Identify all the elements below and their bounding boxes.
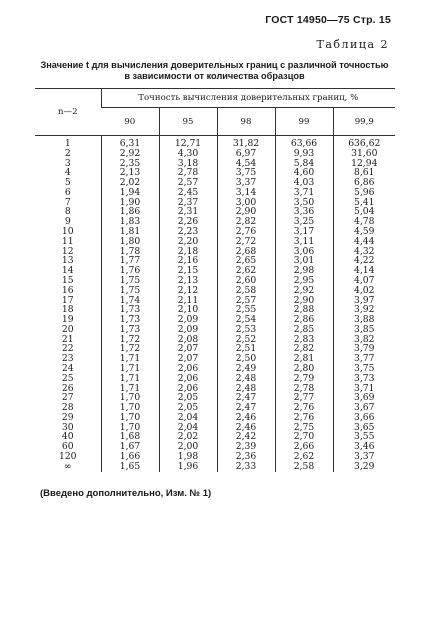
value-cell: 2,54	[217, 315, 275, 325]
row-n-cell: 19	[61, 315, 74, 325]
value-cell: 1,70	[101, 413, 159, 423]
value-cell: 2,58	[217, 286, 275, 296]
value-cell: 4,22	[333, 256, 395, 266]
table-row	[35, 325, 395, 335]
value-cell: 31,60	[333, 149, 395, 159]
table-row	[35, 159, 395, 169]
value-cell: 2,31	[159, 207, 217, 217]
value-cell: 2,47	[217, 403, 275, 413]
value-cell: 3,71	[275, 188, 333, 198]
value-cell: 2,95	[275, 276, 333, 286]
row-n-cell: 28	[61, 403, 74, 413]
value-cell: 2,09	[159, 325, 217, 335]
value-cell: 2,07	[159, 354, 217, 364]
value-cell: 2,92	[101, 149, 159, 159]
value-cell: 2,90	[217, 207, 275, 217]
value-cell: 1,80	[101, 237, 159, 247]
row-n-cell: 24	[61, 363, 74, 374]
value-cell: 3,00	[217, 198, 275, 208]
row-n-cell: 17	[61, 295, 74, 306]
value-cell: 1,76	[101, 266, 159, 276]
row-n-cell: 21	[61, 334, 74, 345]
value-cell: 5,04	[333, 207, 395, 217]
value-cell: 2,08	[159, 335, 217, 345]
row-n-cell: 15	[61, 275, 74, 286]
value-cell: 2,62	[275, 452, 333, 462]
value-cell: 2,70	[275, 432, 333, 442]
value-cell: 2,80	[275, 364, 333, 374]
value-cell: 3,11	[275, 237, 333, 247]
row-n-cell: 13	[61, 256, 74, 267]
value-cell: 1,71	[101, 384, 159, 394]
value-cell: 1,73	[101, 325, 159, 335]
value-cell: 2,15	[159, 266, 217, 276]
value-cell: 1,74	[101, 296, 159, 306]
value-cell: 1,73	[101, 315, 159, 325]
value-cell: 2,18	[159, 247, 217, 257]
value-cell: 2,72	[217, 237, 275, 247]
row-n-cell: 27	[61, 393, 74, 404]
value-cell: 3,25	[275, 217, 333, 227]
value-cell: 2,78	[275, 384, 333, 394]
value-cell: 3,71	[333, 384, 395, 394]
row-n-cell: 23	[61, 354, 74, 364]
value-cell: 2,82	[275, 344, 333, 354]
value-cell: 3,01	[275, 256, 333, 266]
value-cell: 3,55	[333, 432, 395, 442]
row-n-cell: 10	[61, 227, 74, 237]
row-n-cell: 25	[61, 373, 74, 384]
value-cell: 2,53	[217, 325, 275, 335]
table-row	[35, 413, 395, 423]
value-cell: 2,57	[217, 296, 275, 306]
value-cell: 1,71	[101, 364, 159, 374]
value-cell: 12,71	[159, 136, 217, 149]
row-n-cell: 22	[61, 344, 74, 355]
value-cell: 2,37	[159, 198, 217, 208]
value-cell: 3,17	[275, 227, 333, 237]
row-n-cell: 1	[64, 138, 71, 149]
t-value-table	[35, 88, 395, 472]
value-cell: 4,14	[333, 266, 395, 276]
value-cell: 3,73	[333, 374, 395, 384]
value-cell: 2,98	[275, 266, 333, 276]
value-cell: 2,88	[275, 305, 333, 315]
table-row	[35, 178, 395, 188]
value-cell: 3,14	[217, 188, 275, 198]
value-cell: 1,94	[101, 188, 159, 198]
value-cell: 4,78	[333, 217, 395, 227]
row-n-cell: 60	[61, 442, 74, 452]
value-cell: 2,06	[159, 364, 217, 374]
table-row	[35, 403, 395, 413]
value-cell: 8,61	[333, 168, 395, 178]
value-cell: 2,79	[275, 374, 333, 384]
value-cell: 1,70	[101, 393, 159, 403]
value-cell: 2,48	[217, 384, 275, 394]
table-row	[35, 296, 395, 306]
value-cell: 1,77	[101, 256, 159, 266]
column-header: 99	[275, 108, 333, 136]
row-n-cell: 14	[61, 266, 74, 276]
value-cell: 3,88	[333, 315, 395, 325]
row-n-cell: 30	[61, 422, 74, 433]
value-cell: 31,82	[217, 136, 275, 149]
value-cell: 2,06	[159, 384, 217, 394]
value-cell: 2,07	[159, 344, 217, 354]
value-cell: 2,35	[101, 159, 159, 169]
value-cell: 2,33	[217, 462, 275, 472]
accuracy-group-header: Точность вычисления доверительных границ, %	[101, 89, 395, 108]
value-cell: 2,65	[217, 256, 275, 266]
value-cell: 12,94	[333, 159, 395, 169]
value-cell: 1,96	[159, 462, 217, 472]
value-cell: 6,31	[101, 136, 159, 149]
page-header: ГОСТ 14950—75 Стр. 15	[265, 14, 391, 26]
value-cell: 1,90	[101, 198, 159, 208]
table-row	[35, 188, 395, 198]
value-cell: 3,85	[333, 325, 395, 335]
value-cell: 4,03	[275, 178, 333, 188]
value-cell: 2,66	[275, 442, 333, 452]
row-n-cell: 18	[61, 305, 74, 316]
value-cell: 2,36	[217, 452, 275, 462]
row-n-cell: 4	[64, 168, 71, 179]
value-cell: 2,23	[159, 227, 217, 237]
value-cell: 2,92	[275, 286, 333, 296]
value-cell: 1,70	[101, 403, 159, 413]
column-header: 90	[101, 108, 159, 136]
value-cell: 2,81	[275, 354, 333, 364]
value-cell: 1,68	[101, 432, 159, 442]
table-row	[35, 315, 395, 325]
value-cell: 1,72	[101, 344, 159, 354]
value-cell: 3,75	[217, 168, 275, 178]
row-n-cell: 7	[64, 197, 71, 208]
row-n-cell: 2	[64, 148, 71, 159]
table-row	[35, 237, 395, 247]
value-cell: 3,36	[275, 207, 333, 217]
table-row	[35, 276, 395, 286]
value-cell: 2,02	[101, 178, 159, 188]
value-cell: 1,75	[101, 276, 159, 286]
table-row	[35, 432, 395, 442]
column-header: 98	[217, 108, 275, 136]
value-cell: 1,65	[101, 462, 159, 472]
column-header: 99,9	[333, 108, 395, 136]
value-cell: 2,50	[217, 354, 275, 364]
value-cell: 2,16	[159, 256, 217, 266]
value-cell: 4,30	[159, 149, 217, 159]
value-cell: 2,76	[275, 413, 333, 423]
table-row	[35, 168, 395, 178]
column-header: 95	[159, 108, 217, 136]
value-cell: 6,86	[333, 178, 395, 188]
value-cell: 2,57	[159, 178, 217, 188]
value-cell: 2,51	[217, 344, 275, 354]
table-row	[35, 217, 395, 227]
table-label: Таблица 2	[316, 38, 389, 51]
table-row	[35, 286, 395, 296]
row-n-cell: 40	[61, 432, 74, 443]
table-row	[35, 354, 395, 364]
table-row	[35, 393, 395, 403]
value-cell: 3,75	[333, 364, 395, 374]
table-row	[35, 247, 395, 257]
value-cell: 1,98	[159, 452, 217, 462]
table-row	[35, 462, 395, 472]
value-cell: 3,79	[333, 344, 395, 354]
value-cell: 4,44	[333, 237, 395, 247]
value-cell: 2,05	[159, 393, 217, 403]
table-caption	[36, 60, 393, 82]
value-cell: 2,85	[275, 325, 333, 335]
table-row	[35, 198, 395, 208]
value-cell: 2,78	[159, 168, 217, 178]
value-cell: 2,04	[159, 413, 217, 423]
value-cell: 4,07	[333, 276, 395, 286]
value-cell: 2,47	[217, 393, 275, 403]
value-cell: 2,42	[217, 432, 275, 442]
value-cell: 3,37	[333, 452, 395, 462]
value-cell: 2,48	[217, 374, 275, 384]
row-n-cell: 5	[64, 178, 71, 188]
value-cell: 4,59	[333, 227, 395, 237]
value-cell: 2,04	[159, 423, 217, 433]
value-cell: 636,62	[333, 136, 395, 149]
value-cell: 2,02	[159, 432, 217, 442]
value-cell: 2,20	[159, 237, 217, 247]
value-cell: 2,49	[217, 364, 275, 374]
value-cell: 2,05	[159, 403, 217, 413]
value-cell: 1,73	[101, 305, 159, 315]
value-cell: 2,12	[159, 286, 217, 296]
table-row	[35, 136, 395, 149]
value-cell: 4,60	[275, 168, 333, 178]
value-cell: 2,60	[217, 276, 275, 286]
value-cell: 3,46	[333, 442, 395, 452]
value-cell: 3,29	[333, 462, 395, 472]
value-cell: 2,83	[275, 335, 333, 345]
value-cell: 1,75	[101, 286, 159, 296]
table-body	[35, 136, 395, 472]
value-cell: 1,78	[101, 247, 159, 257]
value-cell: 2,00	[159, 442, 217, 452]
table-row	[35, 364, 395, 374]
value-cell: 1,71	[101, 354, 159, 364]
value-cell: 3,77	[333, 354, 395, 364]
value-cell: 2,55	[217, 305, 275, 315]
value-cell: 2,58	[275, 462, 333, 472]
value-cell: 3,06	[275, 247, 333, 257]
table-row	[35, 384, 395, 394]
value-cell: 63,66	[275, 136, 333, 149]
value-cell: 2,76	[217, 227, 275, 237]
value-cell: 2,06	[159, 374, 217, 384]
value-cell: 5,96	[333, 188, 395, 198]
value-cell: 2,68	[217, 247, 275, 257]
value-cell: 3,66	[333, 413, 395, 423]
table-row	[35, 256, 395, 266]
row-n-cell: 120	[58, 452, 77, 462]
value-cell: 2,09	[159, 315, 217, 325]
row-n-cell: 6	[64, 187, 71, 198]
table-row	[35, 266, 395, 276]
caption-line-1: Значение t для вычисления доверительных границ с различной точностью	[40, 60, 389, 70]
row-n-cell: 8	[64, 207, 71, 218]
value-cell: 2,26	[159, 217, 217, 227]
value-cell: 2,13	[159, 276, 217, 286]
row-n-cell: 26	[61, 383, 74, 394]
value-cell: 2,82	[217, 217, 275, 227]
value-cell: 1,86	[101, 207, 159, 217]
value-cell: 2,45	[159, 188, 217, 198]
value-cell: 1,83	[101, 217, 159, 227]
table-row	[35, 149, 395, 159]
value-cell: 2,86	[275, 315, 333, 325]
value-cell: 2,11	[159, 296, 217, 306]
table-row	[35, 335, 395, 345]
value-cell: 1,81	[101, 227, 159, 237]
value-cell: 3,50	[275, 198, 333, 208]
value-cell: 5,84	[275, 159, 333, 169]
table-row	[35, 207, 395, 217]
table-row	[35, 374, 395, 384]
table-row	[35, 305, 395, 315]
table-row	[35, 344, 395, 354]
value-cell: 2,76	[275, 403, 333, 413]
value-cell: 2,90	[275, 296, 333, 306]
value-cell: 2,13	[101, 168, 159, 178]
value-cell: 1,72	[101, 335, 159, 345]
n-column-header: n—2	[35, 89, 101, 136]
row-n-cell: 20	[61, 324, 74, 335]
row-n-cell: 3	[64, 158, 71, 169]
value-cell: 6,97	[217, 149, 275, 159]
row-n-cell: 9	[64, 217, 71, 228]
value-cell: 9,93	[275, 149, 333, 159]
value-cell: 2,77	[275, 393, 333, 403]
value-cell: 2,52	[217, 335, 275, 345]
value-cell: 4,02	[333, 286, 395, 296]
table-row	[35, 442, 395, 452]
value-cell: 5,41	[333, 198, 395, 208]
value-cell: 2,62	[217, 266, 275, 276]
value-cell: 3,69	[333, 393, 395, 403]
caption-line-2: в зависимости от количества образцов	[124, 71, 305, 81]
row-n-cell: ∞	[63, 461, 72, 472]
value-cell: 1,66	[101, 452, 159, 462]
value-cell: 4,54	[217, 159, 275, 169]
value-cell: 1,71	[101, 374, 159, 384]
value-cell: 2,10	[159, 305, 217, 315]
row-n-cell: 12	[61, 246, 74, 257]
value-cell: 1,70	[101, 423, 159, 433]
value-cell: 1,67	[101, 442, 159, 452]
value-cell: 3,92	[333, 305, 395, 315]
value-cell: 3,82	[333, 335, 395, 345]
footnote: (Введено дополнительно, Изм. № 1)	[40, 488, 212, 499]
value-cell: 3,67	[333, 403, 395, 413]
value-cell: 3,65	[333, 423, 395, 433]
value-cell: 2,39	[217, 442, 275, 452]
table-row	[35, 227, 395, 237]
table-row	[35, 452, 395, 462]
row-n-cell: 16	[61, 285, 74, 296]
table-row	[35, 423, 395, 433]
row-n-cell: 29	[61, 412, 74, 423]
value-cell: 3,18	[159, 159, 217, 169]
value-cell: 2,75	[275, 423, 333, 433]
row-n-cell: 11	[61, 236, 74, 247]
value-cell: 3,97	[333, 296, 395, 306]
value-cell: 2,46	[217, 413, 275, 423]
value-cell: 3,37	[217, 178, 275, 188]
value-cell: 4,32	[333, 247, 395, 257]
value-cell: 2,46	[217, 423, 275, 433]
